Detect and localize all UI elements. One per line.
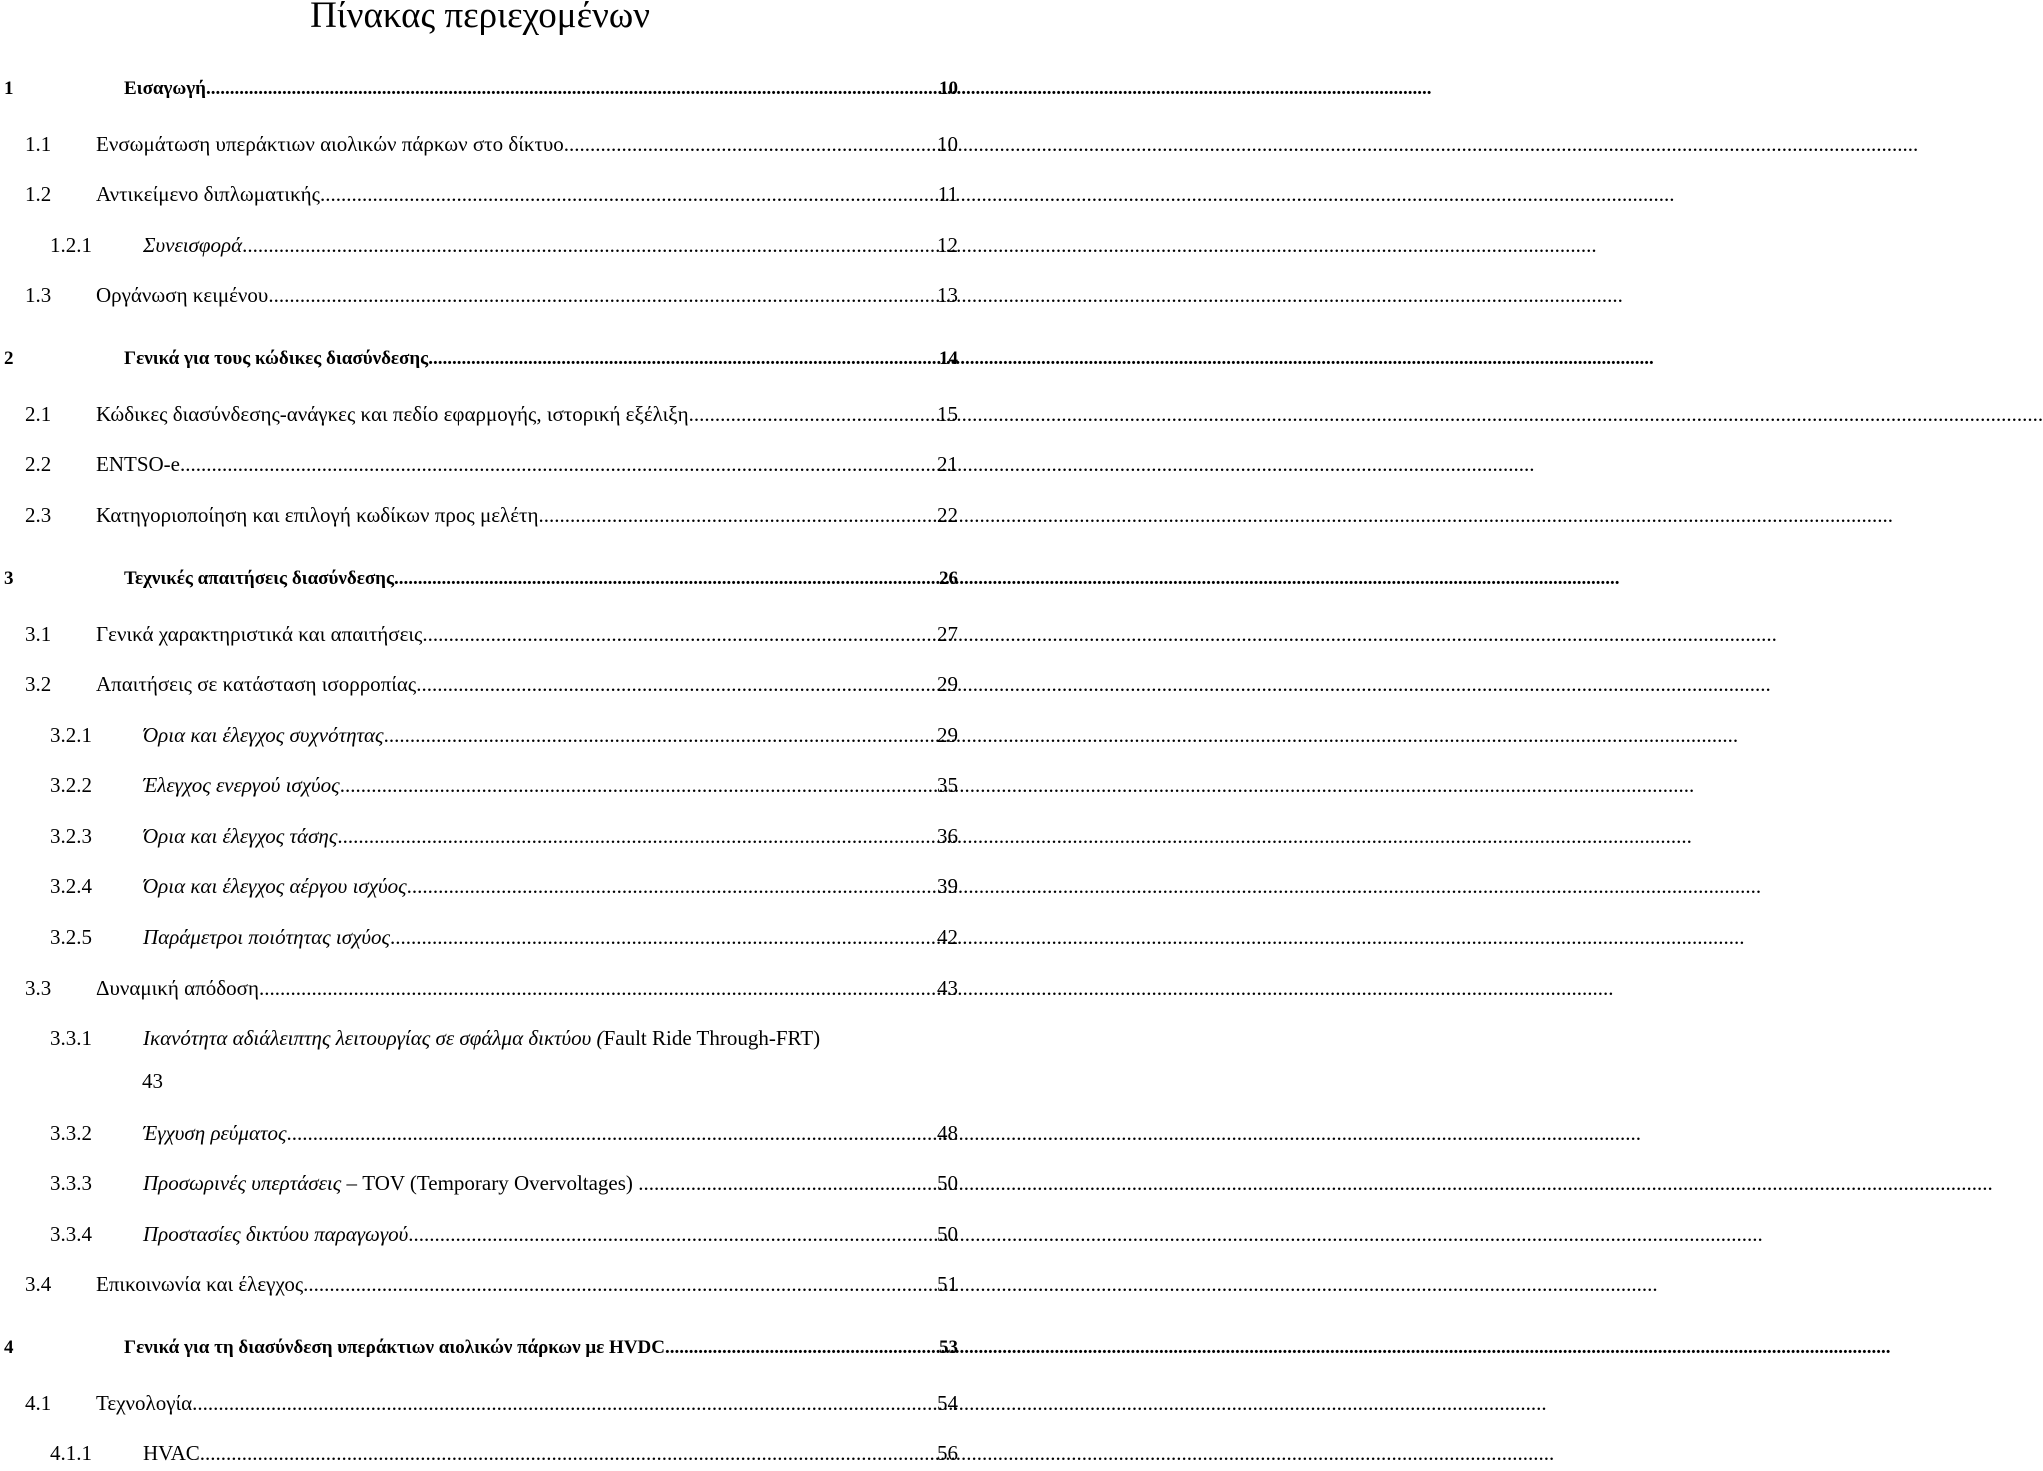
toc-page-number: 21 [937, 452, 958, 476]
toc-entry[interactable] [0, 71, 960, 107]
page-title: Πίνακας περιεχομένων [310, 0, 650, 36]
toc-number: 3.2.4 [50, 874, 92, 898]
toc-page-number: 29 [937, 723, 958, 747]
toc-page-number: 43 [937, 976, 958, 1000]
toc-entry[interactable] [0, 1435, 960, 1471]
toc-leader [665, 1330, 939, 1366]
toc-leader [180, 446, 937, 482]
toc-leader [407, 868, 937, 904]
toc-leader [384, 717, 937, 753]
toc-title: Δυναμική απόδοση [96, 976, 259, 1000]
toc-number: 3.2.2 [50, 773, 92, 797]
toc-title: Γενικά για τη διασύνδεση υπεράκτιων αιολικών πάρκων με HVDC [124, 1337, 665, 1358]
toc-page-number: 10 [939, 78, 958, 99]
toc-number: 3 [4, 568, 14, 589]
toc-entry[interactable] [0, 919, 960, 955]
toc-page-number: 26 [939, 568, 958, 589]
toc-leader [303, 1266, 937, 1302]
toc-title: Γενικά για τους κώδικες διασύνδεσης [124, 348, 429, 369]
toc-title: Συνεισφορά [143, 233, 243, 257]
toc-title: Έγχυση ρεύματος [143, 1121, 287, 1145]
toc-entry[interactable] [0, 616, 960, 652]
toc-entry[interactable] [0, 1165, 960, 1201]
toc-page-number: 13 [937, 283, 958, 307]
toc-number: 1 [4, 78, 14, 99]
toc-title: Παράμετροι ποιότητας ισχύος [143, 925, 390, 949]
toc-leader [287, 1115, 937, 1151]
toc-number: 4.1.1 [50, 1441, 92, 1465]
toc-leader [422, 616, 937, 652]
toc-page-number: 15 [937, 402, 958, 426]
toc-title: ENTSO-e [96, 452, 180, 476]
toc-entry[interactable] [0, 341, 960, 377]
toc-leader [192, 1385, 937, 1421]
toc-title-italic: Ικανότητα αδιάλειπτης λειτουργίας σε σφάλμα δικτύου ( [143, 1026, 604, 1050]
toc-number: 2.2 [25, 452, 52, 476]
toc-leader [242, 227, 937, 263]
toc-leader [320, 176, 938, 212]
toc-number: 3.2.5 [50, 925, 92, 949]
toc-title-upright: Fault Ride Through-FRT) [603, 1026, 821, 1050]
toc-entry[interactable] [0, 396, 960, 432]
toc-leader [268, 277, 937, 313]
toc-title: Οργάνωση κειμένου [96, 283, 269, 307]
toc-leader [638, 1165, 937, 1201]
toc-title: Κατηγοριοποίηση και επιλογή κωδίκων προς μελέτη [96, 503, 539, 527]
toc-title [143, 1020, 820, 1056]
toc-number: 2.1 [25, 402, 52, 426]
toc-leader [538, 497, 937, 533]
toc-leader [416, 666, 937, 702]
toc-entry[interactable] [0, 868, 960, 904]
toc-page-number: 56 [937, 1441, 958, 1465]
toc-leader [200, 1435, 937, 1471]
toc-page-number: 53 [939, 1337, 958, 1358]
toc-leader [564, 126, 937, 162]
toc-leader [340, 767, 937, 803]
toc-number: 1.3 [25, 283, 52, 307]
toc-entry[interactable] [0, 1385, 960, 1421]
toc-title-upright: – TOV (Temporary Overvoltages) [341, 1171, 639, 1195]
toc-number: 3.3.2 [50, 1121, 92, 1145]
toc-number: 1.1 [25, 132, 52, 156]
toc-entry[interactable] [0, 227, 960, 263]
toc-title: Τεχνολογία [96, 1391, 193, 1415]
toc-title: Εισαγωγή [124, 78, 206, 99]
toc-number: 4 [4, 1337, 14, 1358]
toc-entry[interactable] [0, 277, 960, 313]
toc-page-number: 42 [937, 925, 958, 949]
toc-page-number: 10 [937, 132, 958, 156]
toc-entry[interactable] [0, 497, 960, 533]
toc-title: Επικοινωνία και έλεγχος [96, 1272, 304, 1296]
toc-number: 2 [4, 348, 14, 369]
toc-number: 3.2 [25, 672, 52, 696]
toc-number: 3.3.1 [50, 1026, 92, 1050]
toc-page-number: 11 [937, 182, 958, 206]
toc-leader [689, 396, 937, 432]
toc-entry[interactable] [0, 1330, 960, 1366]
toc-leader [259, 970, 937, 1006]
toc-number: 3.3.3 [50, 1171, 92, 1195]
toc-title: HVAC [143, 1441, 200, 1465]
toc-number: 3.1 [25, 622, 52, 646]
toc-page-number: 51 [937, 1272, 958, 1296]
toc-leader [394, 561, 939, 597]
toc-title-italic: Προσωρινές υπερτάσεις [143, 1171, 342, 1195]
toc-title: Όρια και έλεγχος συχνότητας [143, 723, 384, 747]
toc-number: 3.3.4 [50, 1222, 92, 1246]
toc-title: Κώδικες διασύνδεσης-ανάγκες και πεδίο εφαρμογής, ιστορική εξέλιξη [96, 402, 689, 426]
toc-number: 1.2.1 [50, 233, 92, 257]
toc-title: Αντικείμενο διπλωματικής [96, 182, 320, 206]
toc-entry[interactable] [0, 446, 960, 482]
toc-title: Προστασίες δικτύου παραγωγού [143, 1222, 409, 1246]
toc-page-number: 35 [937, 773, 958, 797]
toc-title: Τεχνικές απαιτήσεις διασύνδεσης [124, 568, 394, 589]
toc-entry[interactable] [0, 176, 960, 212]
toc-page-number: 27 [937, 622, 958, 646]
toc-entry[interactable] [0, 1020, 960, 1056]
toc-page-number: 50 [937, 1171, 958, 1195]
toc-entry[interactable] [0, 666, 960, 702]
toc-title: Γενικά χαρακτηριστικά και απαιτήσεις [96, 622, 423, 646]
toc-number: 3.2.1 [50, 723, 92, 747]
toc-title [143, 1165, 638, 1201]
toc-entry[interactable] [0, 126, 960, 162]
toc-entry[interactable] [0, 1115, 960, 1151]
toc-page-number: 54 [937, 1391, 958, 1415]
toc-page-number: 48 [937, 1121, 958, 1145]
toc-number: 2.3 [25, 503, 52, 527]
toc-entry[interactable] [0, 970, 960, 1006]
toc-leader [390, 919, 937, 955]
toc-entry[interactable] [0, 717, 960, 753]
toc-page-number: 12 [937, 233, 958, 257]
toc-number: 3.3 [25, 976, 52, 1000]
toc-leader [408, 1216, 937, 1252]
toc-page-number: 22 [937, 503, 958, 527]
toc-page-number: 39 [937, 874, 958, 898]
toc-entry[interactable] [0, 1216, 960, 1252]
toc-number: 3.4 [25, 1272, 52, 1296]
toc-number: 1.2 [25, 182, 52, 206]
toc-entry[interactable] [0, 767, 960, 803]
toc-title: Ενσωμάτωση υπεράκτιων αιολικών πάρκων στο δίκτυο [96, 132, 564, 156]
toc-leader [428, 341, 939, 377]
toc-leader [206, 71, 939, 107]
toc-page-number: 43 [142, 1069, 163, 1093]
toc-entry[interactable] [0, 561, 960, 597]
toc-entry[interactable] [0, 818, 960, 854]
toc-page-number: 29 [937, 672, 958, 696]
toc-entry[interactable] [0, 1266, 960, 1302]
toc-number: 3.2.3 [50, 824, 92, 848]
toc-title: Όρια και έλεγχος τάσης [143, 824, 338, 848]
toc-title: Έλεγχος ενεργού ισχύος [143, 773, 340, 797]
toc-page-number: 14 [939, 348, 958, 369]
toc-page-number: 36 [937, 824, 958, 848]
toc-page-number: 50 [937, 1222, 958, 1246]
toc-title: Απαιτήσεις σε κατάσταση ισορροπίας [96, 672, 417, 696]
toc-leader [337, 818, 937, 854]
toc-title: Όρια και έλεγχος αέργου ισχύος [143, 874, 407, 898]
toc-number: 4.1 [25, 1391, 52, 1415]
